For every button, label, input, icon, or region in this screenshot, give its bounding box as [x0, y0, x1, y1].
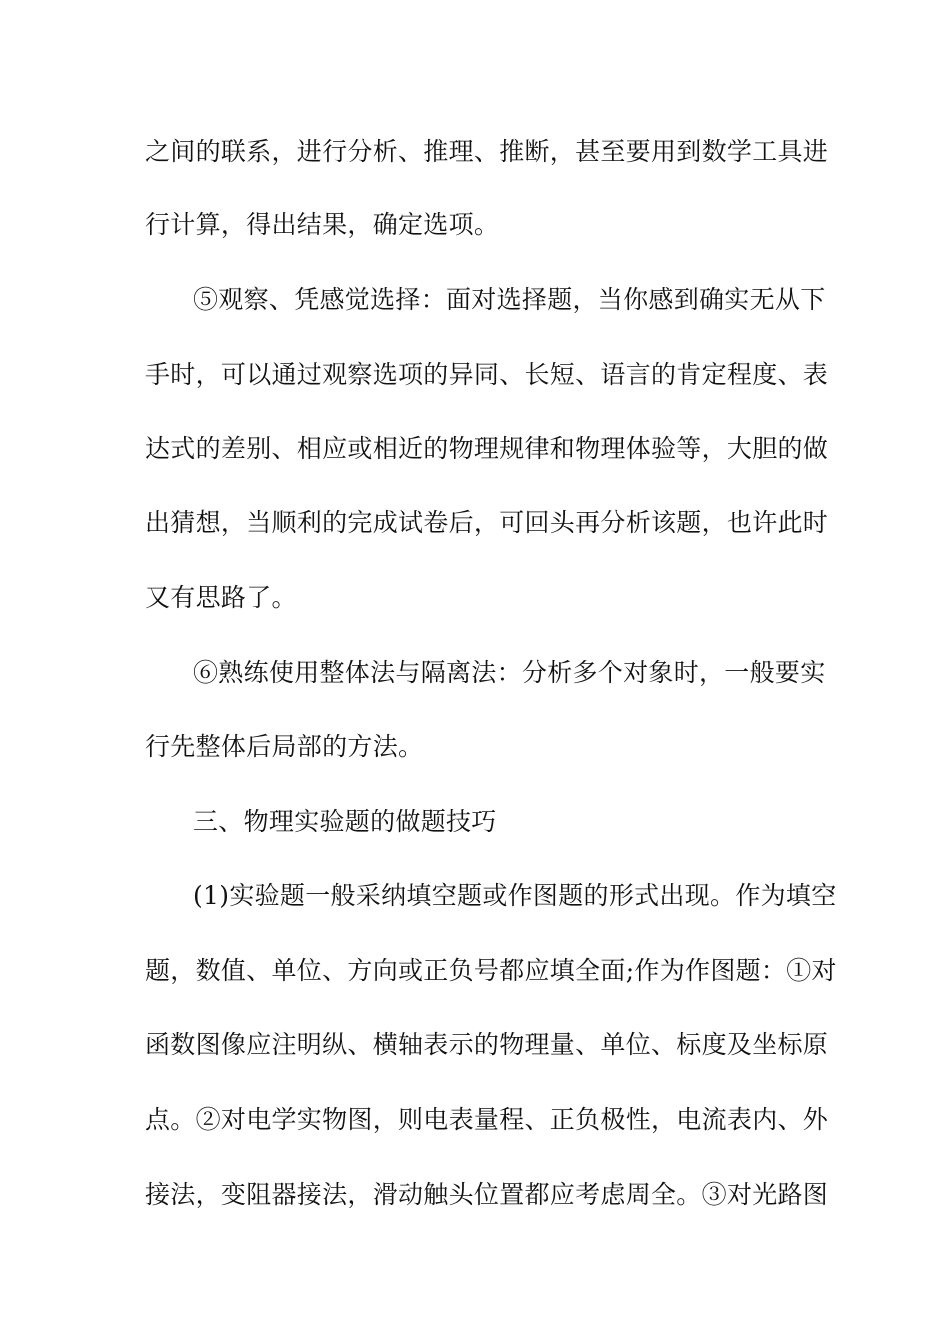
text-line-15: 接法，变阻器接法，滑动触头位置都应考虑周全。③对光路图	[145, 1180, 829, 1209]
text-line-8: ⑥熟练使用整体法与隔离法：分析多个对象时，一般要实	[193, 658, 826, 687]
text-line-5: 达式的差别、相应或相近的物理规律和物理体验等，大胆的做	[145, 434, 829, 463]
text-line-13: 函数图像应注明纵、横轴表示的物理量、单位、标度及坐标原	[145, 1030, 829, 1059]
text-line-12: 题，数值、单位、方向或正负号都应填全面;作为作图题：①对	[145, 956, 837, 985]
text-line-14: 点。②对电学实物图，则电表量程、正负极性，电流表内、外	[145, 1105, 829, 1134]
text-line-6: 出猜想，当顺利的完成试卷后，可回头再分析该题，也许此时	[145, 508, 829, 537]
text-line-1: 之间的联系，进行分析、推理、推断，甚至要用到数学工具进	[145, 137, 829, 166]
text-line-3: ⑤观察、凭感觉选择：面对选择题，当你感到确实无从下	[193, 285, 826, 314]
text-line-7: 又有思路了。	[145, 583, 297, 612]
text-line-9: 行先整体后局部的方法。	[145, 732, 424, 761]
text-line-11: (1)实验题一般采纳填空题或作图题的形式出现。作为填空	[193, 881, 837, 910]
text-line-4: 手时，可以通过观察选项的异同、长短、语言的肯定程度、表	[145, 360, 829, 389]
text-line-2: 行计算，得出结果，确定选项。	[145, 210, 500, 239]
section-heading: 三、物理实验题的做题技巧	[193, 807, 497, 836]
